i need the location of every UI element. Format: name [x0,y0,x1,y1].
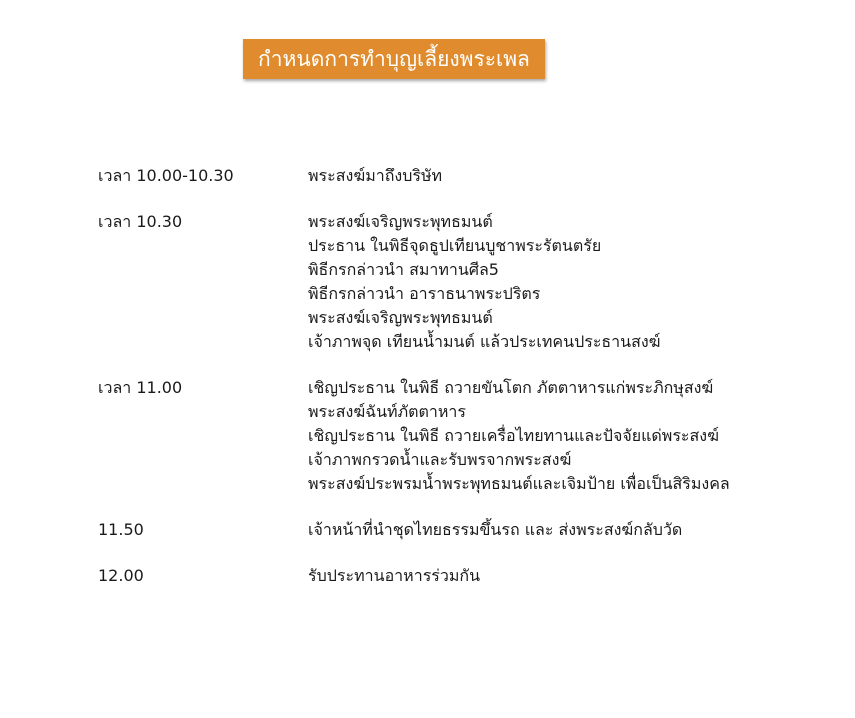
schedule-items [308,518,838,542]
schedule-block [98,376,838,496]
schedule-items [308,564,838,588]
schedule-line: พิธีกรกล่าวนำ อาราธนาพระปริตร [308,284,541,303]
schedule [98,164,838,610]
schedule-block [98,164,838,188]
schedule-items [308,210,838,354]
schedule-line: เชิญประธาน ในพิธี ถวายขันโตก ภัตตาหารแก่พระภิกษุสงฆ์ [308,378,714,397]
schedule-line: ประธาน ในพิธีจุดธูปเทียนบูชาพระรัตนตรัย [308,236,602,255]
page-title: กำหนดการทำบุญเลี้ยงพระเพล [243,39,545,79]
schedule-line: พระสงฆ์ฉันท์ภัตตาหาร [308,402,467,421]
schedule-block [98,518,838,542]
schedule-block [98,210,838,354]
schedule-line: เชิญประธาน ในพิธี ถวายเครื่อไทยทานและปัจจัยแด่พระสงฆ์ [308,426,719,445]
schedule-time: 12.00 [98,566,144,585]
schedule-time: 11.50 [98,520,144,539]
schedule-items [308,164,838,188]
schedule-time: เวลา 11.00 [98,378,183,397]
schedule-line: พระสงฆ์ประพรมน้ำพระพุทธมนต์และเจิมป้าย เพื่อเป็นสิริมงคล [308,474,730,493]
schedule-line: พระสงฆ์เจริญพระพุทธมนต์ [308,308,493,327]
schedule-line: เจ้าหน้าที่นำชุดไทยธรรมขึ้นรถ และ ส่งพระสงฆ์กลับวัด [308,520,683,539]
schedule-line: พิธีกรกล่าวนำ สมาทานศีล5 [308,260,499,279]
schedule-line: รับประทานอาหารร่วมกัน [308,566,481,585]
schedule-time: เวลา 10.00-10.30 [98,166,234,185]
schedule-block [98,564,838,588]
schedule-line: พระสงฆ์เจริญพระพุทธมนต์ [308,212,493,231]
schedule-time: เวลา 10.30 [98,212,183,231]
schedule-line: เจ้าภาพจุด เทียนน้ำมนต์ แล้วประเทคนประธานสงฆ์ [308,332,661,351]
schedule-line: เจ้าภาพกรวดน้ำและรับพรจากพระสงฆ์ [308,450,572,469]
schedule-items [308,376,838,496]
schedule-line: พระสงฆ์มาถึงบริษัท [308,166,443,185]
